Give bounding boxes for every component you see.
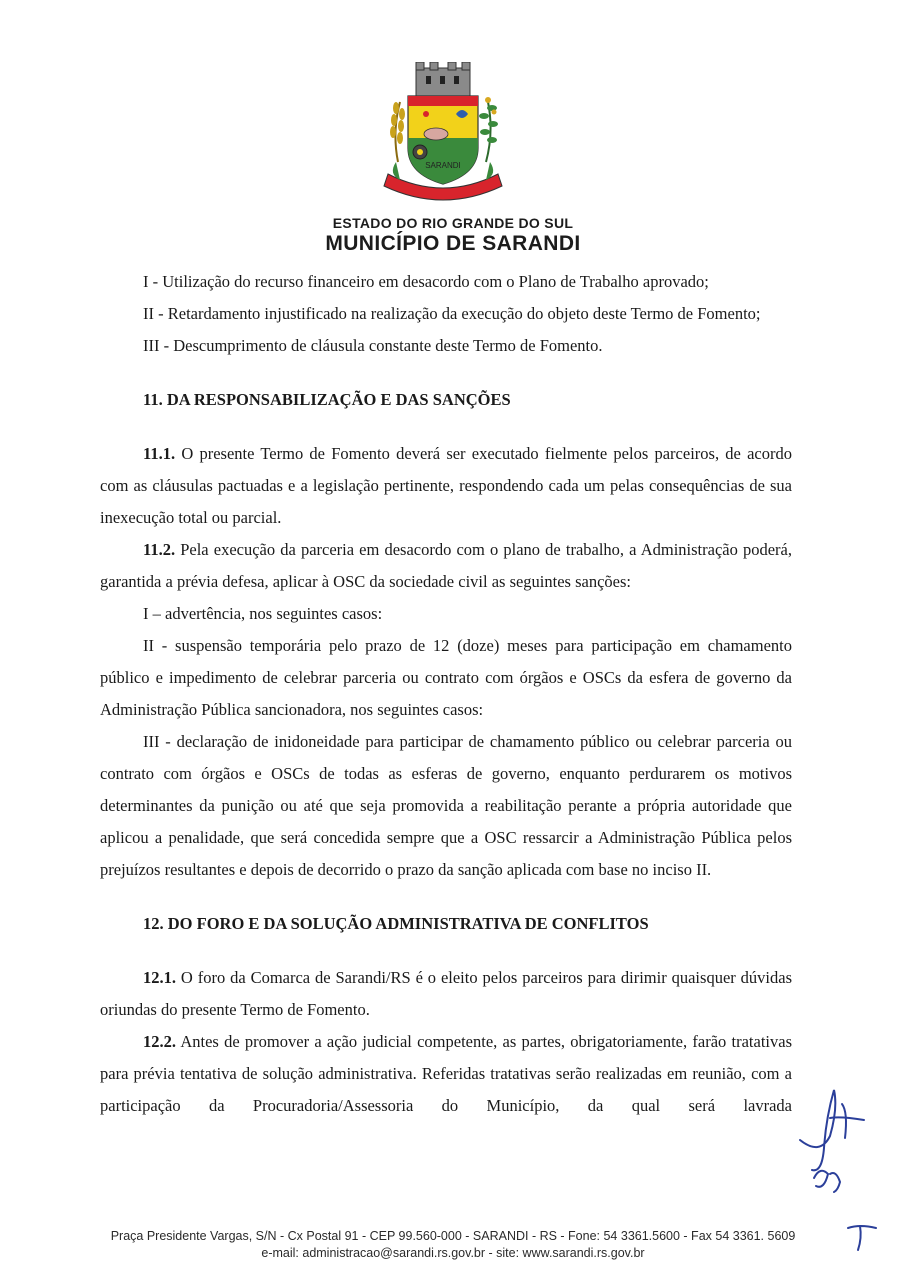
clause-12-2-text: Antes de promover a ação judicial competente, as partes, obrigatoriamente, farão tratativas para prévia tentativa de solução administrativa. Referidas tratativas serão realizadas em reunião, com a participação da Procuradoria/Assessoria do Município, da qual será lavrada: [100, 1032, 792, 1115]
item-iii: III - Descumprimento de cláusula constante deste Termo de Fomento.: [143, 336, 603, 355]
clause-12-2-number: 12.2.: [143, 1032, 176, 1051]
municipality-title: MUNICÍPIO DE SARANDI: [325, 232, 581, 255]
clause-11-2: [100, 534, 792, 598]
clause-11-1-text: O presente Termo de Fomento deverá ser executado fielmente pelos parceiros, de acordo com as cláusulas pactuadas e a legislação pertinente, respondendo cada um pelas consequências de sua inexecução total ou parcial.: [100, 444, 792, 527]
document-body: [100, 266, 792, 1122]
section-11-heading: 11. DA RESPONSABILIZAÇÃO E DAS SANÇÕES: [143, 390, 511, 409]
item-ii: II - Retardamento injustificado na realização da execução do objeto deste Termo de Fomento;: [143, 304, 761, 323]
section-12-heading: 12. DO FORO E DA SOLUÇÃO ADMINISTRATIVA DE CONFLITOS: [143, 914, 649, 933]
clause-12-2: [100, 1026, 792, 1122]
clause-12-1-text: O foro da Comarca de Sarandi/RS é o eleito pelos parceiros para dirimir quaisquer dúvidas oriundas do presente Termo de Fomento.: [100, 968, 792, 1019]
coat-of-arms-icon: [378, 62, 508, 212]
state-title: ESTADO DO RIO GRANDE DO SUL: [332, 215, 574, 231]
clause-12-1-number: 12.1.: [143, 968, 176, 987]
sanction-iii: III - declaração de inidoneidade para participar de chamamento público ou celebrar parceria ou contrato com órgãos e OSCs de todas as esferas de governo, enquanto perdurarem os motivos determinantes da punição ou até que seja promovida a reabilitação perante a própria autoridade que aplicou a penalidade, que será concedida sempre que a OSC ressarcir a Administração Pública pelos prejuízos resultantes e depois de decorrido o prazo da sanção aplicada com base no inciso II.: [100, 732, 792, 879]
clause-12-1: [100, 962, 792, 1026]
footer-address: Praça Presidente Vargas, S/N - Cx Postal 91 - CEP 99.560-000 - SARANDI - RS - Fone: 54 3361.5600 - Fax 54 3361. 5609: [110, 1229, 796, 1243]
crest-text: SARANDI: [425, 161, 461, 170]
page-footer: [0, 1228, 906, 1262]
footer-contacts: e-mail: administracao@sarandi.rs.gov.br - site: www.sarandi.rs.gov.br: [261, 1246, 645, 1260]
sanction-ii: II - suspensão temporária pelo prazo de 12 (doze) meses para participação em chamamento público e impedimento de celebrar parceria ou contrato com órgãos e OSCs da esfera de governo da Administração Pública sancionadora, nos seguintes casos:: [100, 636, 792, 719]
clause-11-2-text: Pela execução da parceria em desacordo com o plano de trabalho, a Administração poderá, garantida a prévia defesa, aplicar à OSC da sociedade civil as seguintes sanções:: [100, 540, 792, 591]
item-i: I - Utilização do recurso financeiro em desacordo com o Plano de Trabalho aprovado;: [143, 272, 709, 291]
clause-11-1-number: 11.1.: [143, 444, 176, 463]
clause-11-1: [100, 438, 792, 534]
clause-11-2-number: 11.2.: [143, 540, 176, 559]
sanction-i: I – advertência, nos seguintes casos:: [143, 604, 383, 623]
